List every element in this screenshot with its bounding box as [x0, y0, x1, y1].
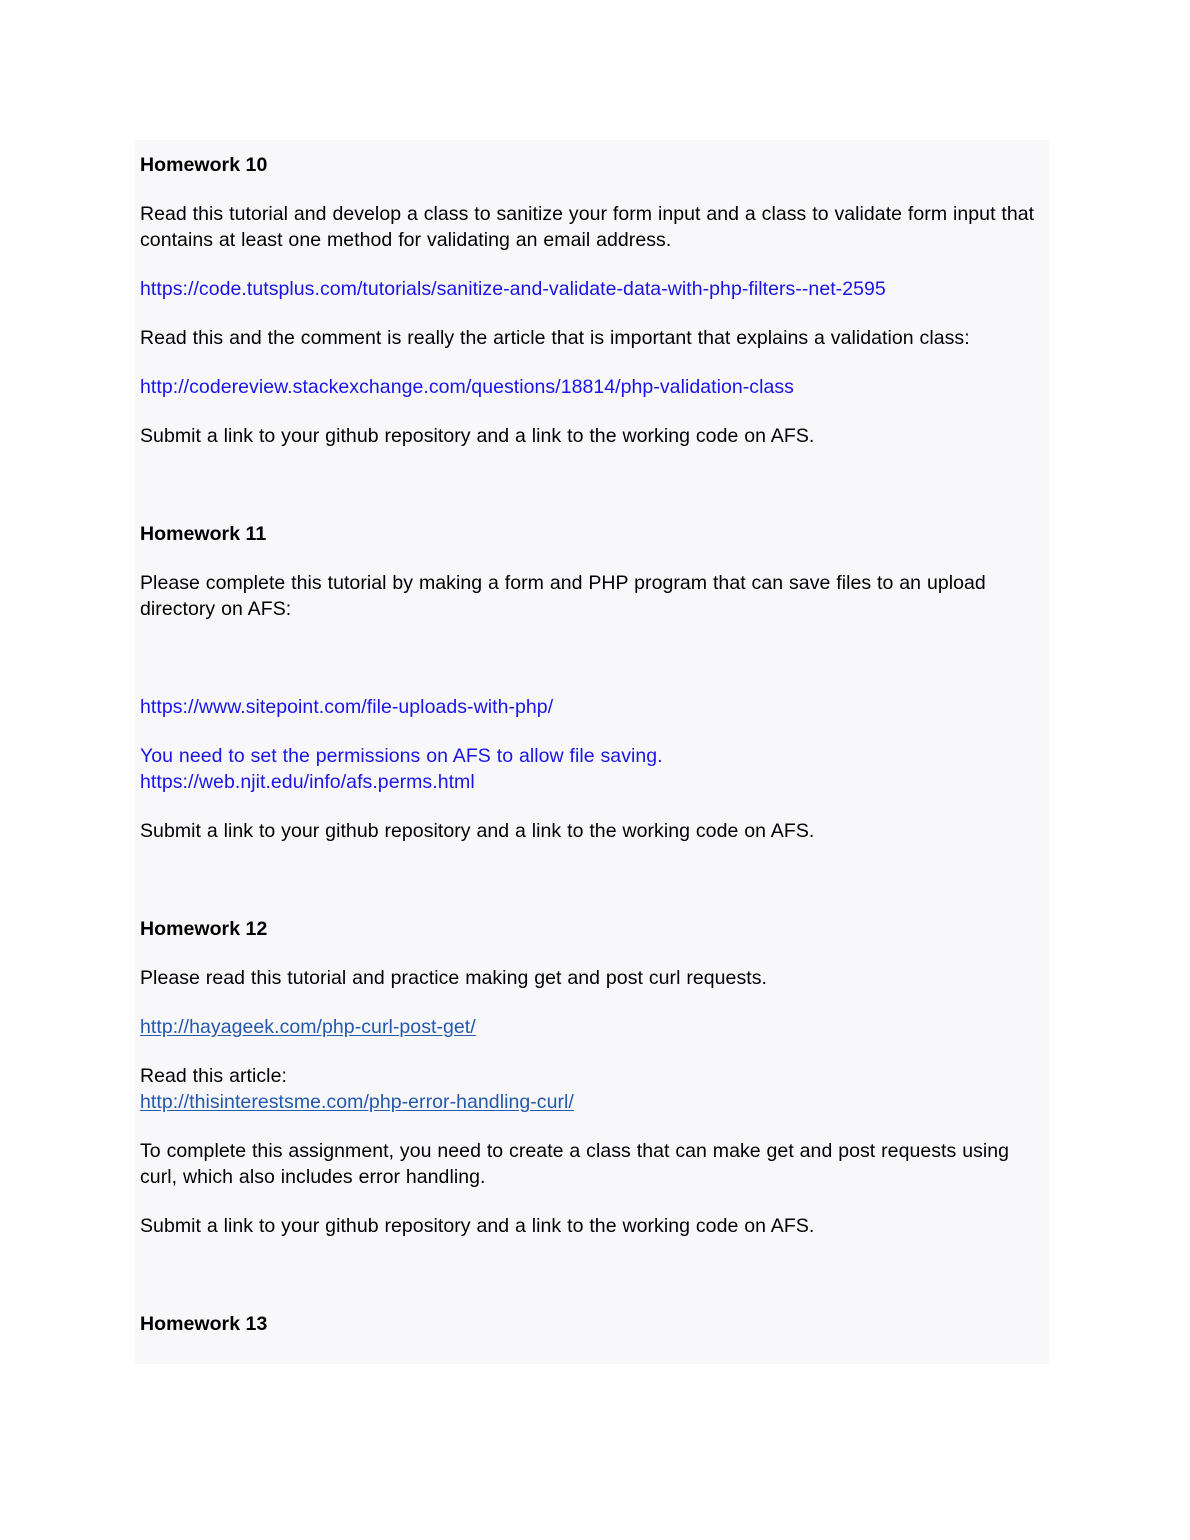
document-body [135, 140, 1044, 1364]
section-homework-12 [140, 904, 1044, 1299]
link-njit-afs-perms[interactable]: https://web.njit.edu/info/afs.perms.html [140, 771, 475, 793]
paragraph-hw10-comment: Read this and the comment is really the article that is important that explains a validation class: [140, 327, 970, 349]
section-homework-13 [140, 1299, 1044, 1348]
paragraph-hw11-intro: Please complete this tutorial by making a form and PHP program that can save files to an upload directory on AFS: [140, 572, 986, 620]
paragraph-hw10-submit: Submit a link to your github repository and a link to the working code on AFS. [140, 425, 815, 447]
paragraph-hw12-read-article [140, 1051, 1044, 1126]
paragraph-hw12-requirements: To complete this assignment, you need to create a class that can make get and post requests using curl, which also includes error handling. [140, 1140, 1010, 1188]
document-content-block [135, 140, 1049, 1364]
heading-homework-13: Homework 13 [140, 1313, 268, 1335]
link-sitepoint-file-uploads[interactable]: https://www.sitepoint.com/file-uploads-with-php/ [140, 696, 554, 718]
paragraph-hw11-submit: Submit a link to your github repository and a link to the working code on AFS. [140, 820, 815, 842]
spacer-after-hw11 [140, 855, 1044, 904]
content-block-bottom-padding [140, 1348, 1044, 1364]
link-thisinterestsme-php-error-handling-curl[interactable]: http://thisinterestsme.com/php-error-handling-curl/ [140, 1091, 574, 1113]
paragraph-hw12-submit: Submit a link to your github repository and a link to the working code on AFS. [140, 1215, 815, 1237]
paragraph-hw10-link1 [140, 264, 1044, 313]
paragraph-hw11-link1 [140, 682, 1044, 731]
paragraph-hw12-link1 [140, 1002, 1044, 1051]
spacer-after-hw12 [140, 1250, 1044, 1299]
link-tutsplus-sanitize-validate[interactable]: https://code.tutsplus.com/tutorials/sanitize-and-validate-data-with-php-filters--net-2595 [140, 278, 886, 300]
spacer-after-hw10 [140, 460, 1044, 509]
link-codereview-php-validation-class[interactable]: http://codereview.stackexchange.com/questions/18814/php-validation-class [140, 376, 794, 398]
paragraph-hw10-link2 [140, 362, 1044, 411]
text-afs-permissions-note: You need to set the permissions on AFS to allow file saving. [140, 745, 663, 767]
paragraph-hw12-intro: Please read this tutorial and practice making get and post curl requests. [140, 967, 767, 989]
text-read-this-article: Read this article: [140, 1065, 287, 1087]
heading-homework-10: Homework 10 [140, 154, 268, 176]
section-homework-11 [140, 509, 1044, 904]
paragraph-hw10-intro: Read this tutorial and develop a class to sanitize your form input and a class to validate form input that contains at least one method for validating an email address. [140, 203, 1035, 251]
heading-homework-12: Homework 12 [140, 918, 268, 940]
heading-homework-11: Homework 11 [140, 523, 267, 545]
section-homework-10 [140, 140, 1044, 509]
paragraph-hw11-permissions-note [140, 731, 1044, 806]
spacer-before-hw11-link [140, 633, 1044, 682]
link-hayageek-php-curl-post-get[interactable]: http://hayageek.com/php-curl-post-get/ [140, 1016, 476, 1038]
